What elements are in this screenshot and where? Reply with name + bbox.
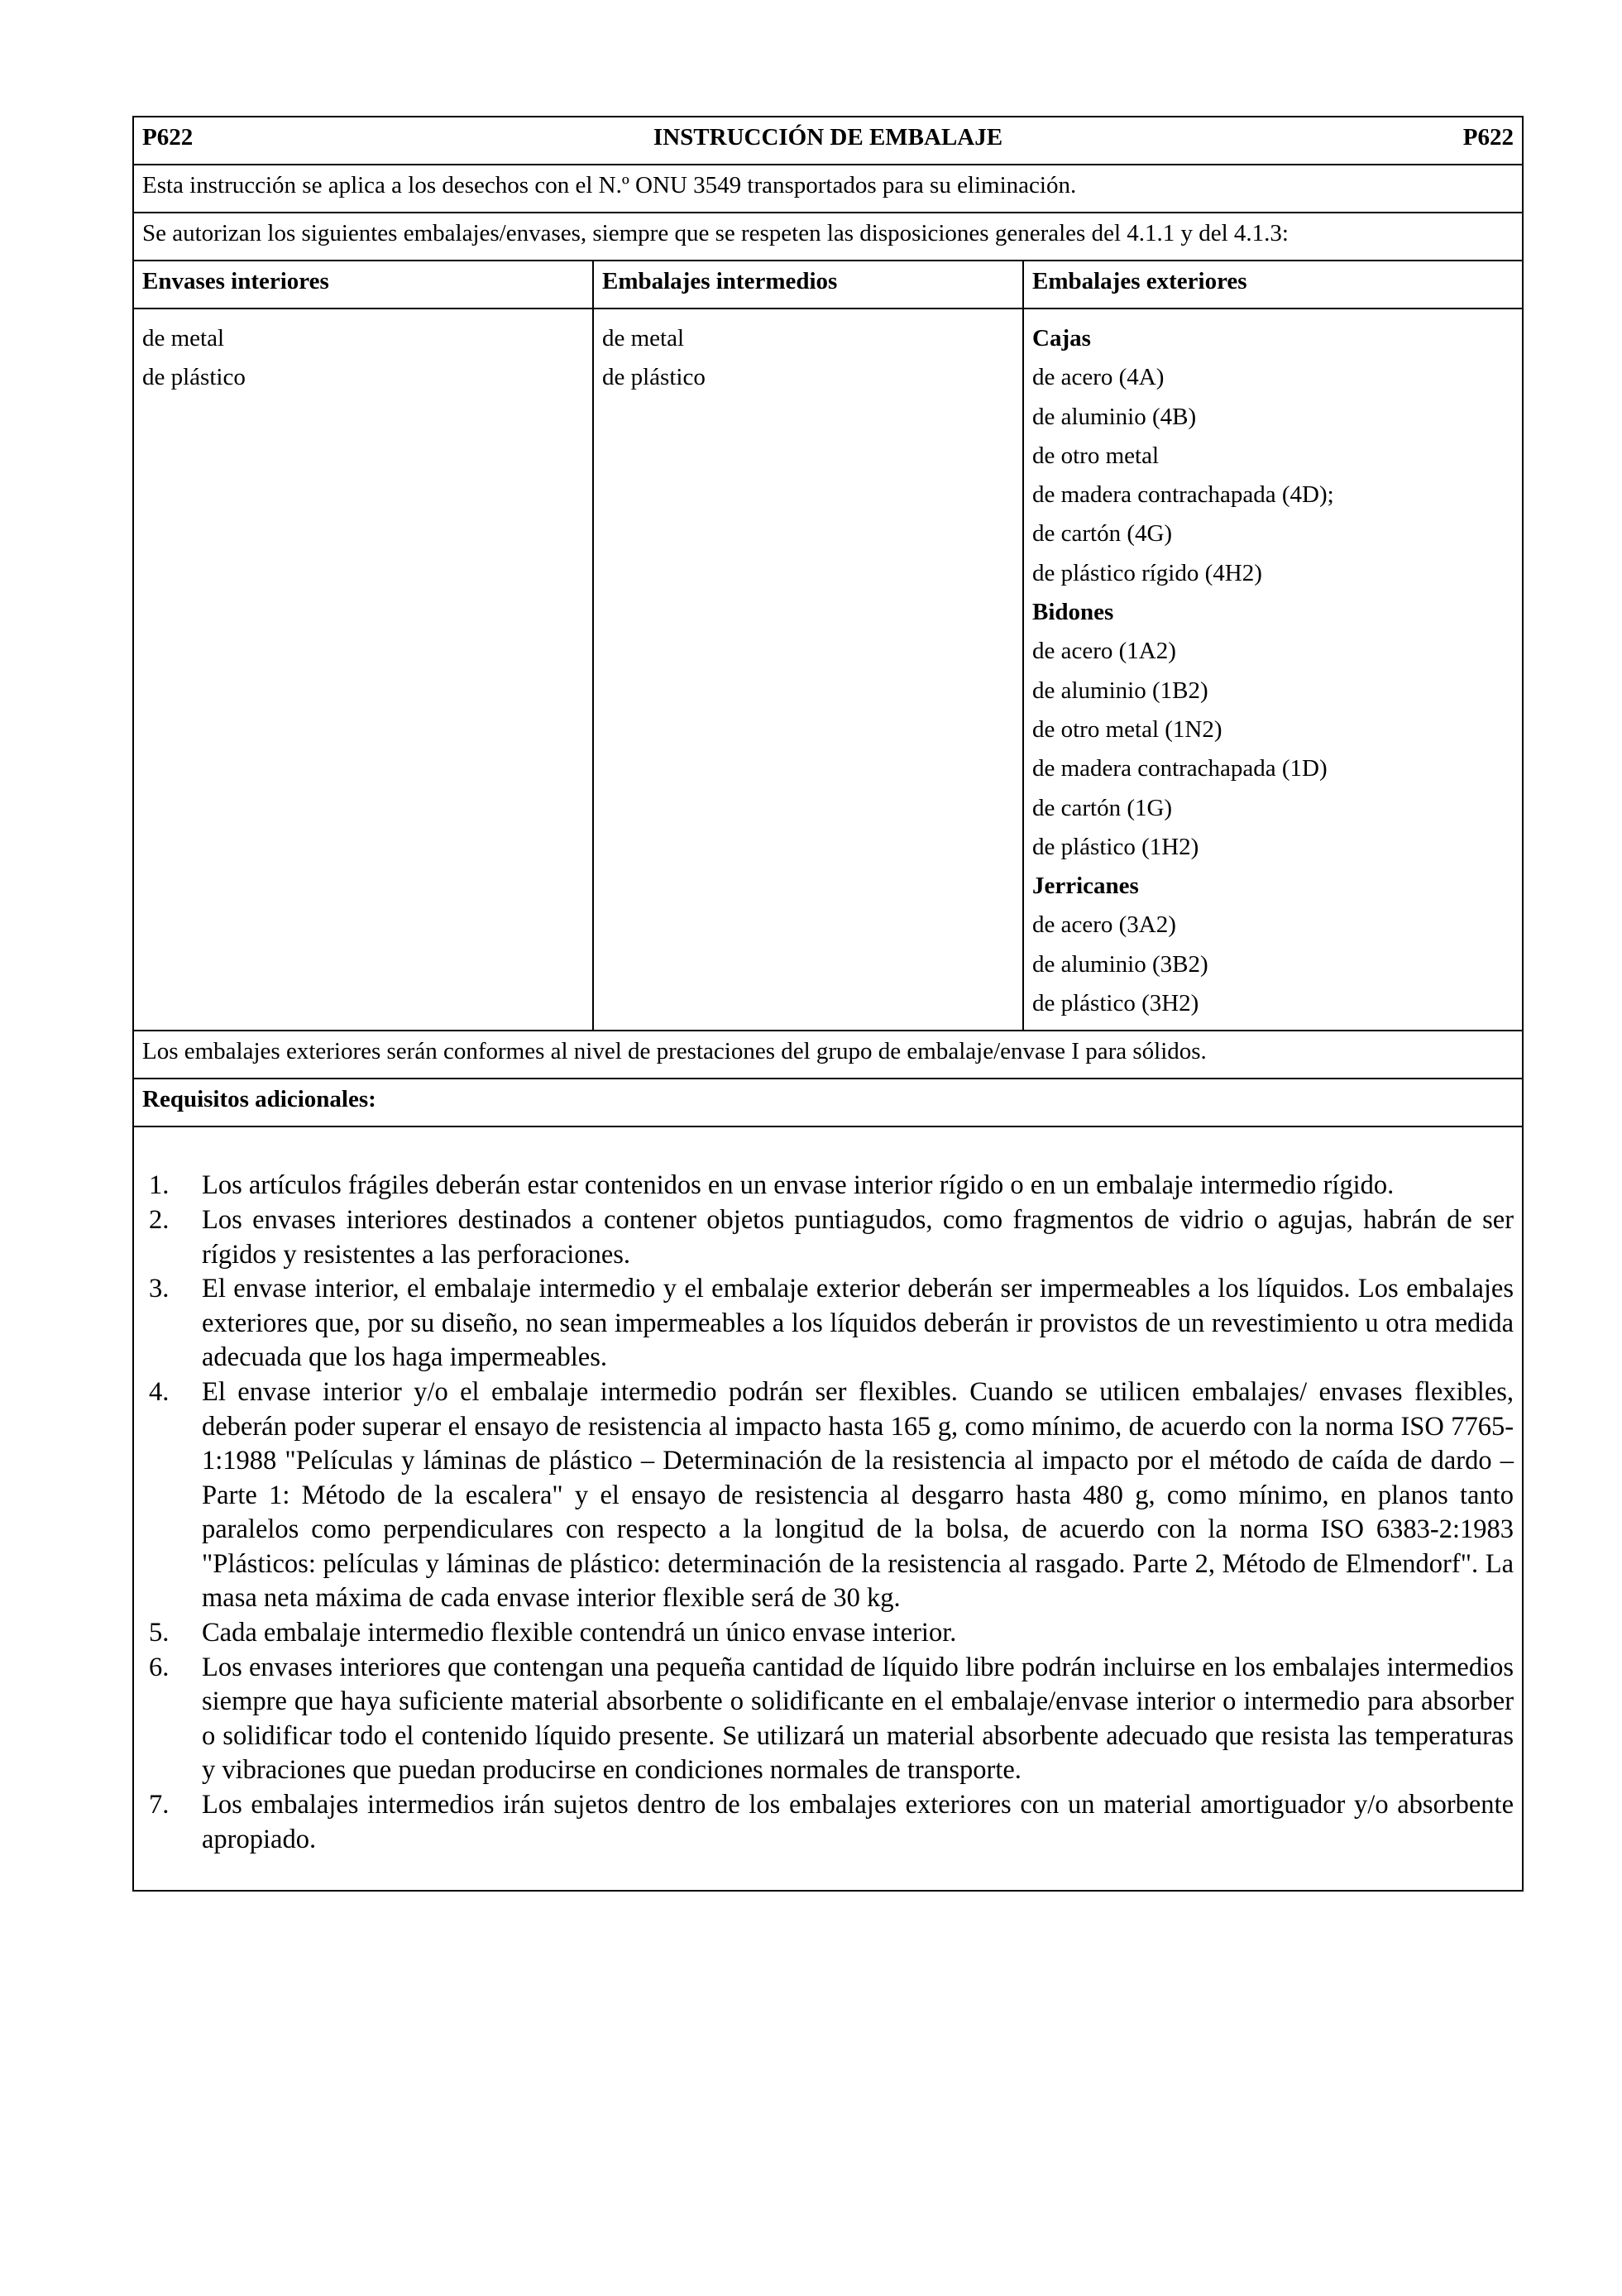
performance-note-row	[133, 1031, 1523, 1079]
scope-text: Esta instrucción se aplica a los desechos con el N.º ONU 3549 transportados para su eliminación.	[133, 165, 1523, 213]
list-item: de plástico rígido (4H2)	[1032, 559, 1262, 586]
list-item: de cartón (1G)	[1032, 794, 1173, 821]
requirement-number: 7.	[149, 1790, 170, 1820]
additional-requirements-heading: Requisitos adicionales:	[133, 1079, 1523, 1126]
requirement-number: 2.	[149, 1204, 170, 1235]
scope-row	[133, 165, 1523, 213]
requirement-item	[142, 1616, 1514, 1651]
list-item: de cartón (4G)	[1032, 520, 1173, 548]
packagings-row	[133, 309, 1523, 1031]
list-item: de metal	[142, 325, 225, 352]
requirement-text: Los embalajes intermedios irán sujetos dentro de los embalajes exteriores con un material amortiguador y/o absorbente apropiado.	[202, 1790, 1514, 1854]
intermediate-packagings-heading: Embalajes intermedios	[593, 261, 1023, 309]
list-item: de plástico (3H2)	[1032, 990, 1199, 1017]
requirement-item	[142, 1272, 1514, 1375]
list-item: de plástico (1H2)	[1032, 833, 1199, 860]
list-item: de madera contrachapada (1D)	[1032, 755, 1328, 782]
requirement-item	[142, 1788, 1514, 1857]
packing-instruction-table	[132, 116, 1524, 1892]
list-item: de madera contrachapada (4D);	[1032, 481, 1334, 509]
inner-packagings-list	[133, 309, 593, 1031]
list-item: de aluminio (4B)	[1032, 403, 1197, 430]
list-item: de aluminio (1B2)	[1032, 677, 1208, 704]
instruction-code-right: P622	[1462, 124, 1514, 151]
requirement-number: 1.	[149, 1170, 170, 1201]
list-item: de otro metal (1N2)	[1032, 715, 1222, 743]
inner-packagings-heading: Envases interiores	[133, 261, 593, 309]
list-item: de otro metal	[1032, 442, 1160, 469]
authorization-row	[133, 213, 1523, 261]
requirement-text: Los envases interiores destinados a contener objetos puntiagudos, como fragmentos de vidrio o agujas, habrán de ser rígidos y resistentes a las perforaciones.	[202, 1204, 1514, 1270]
requirement-item	[142, 1203, 1514, 1272]
requirement-number: 6.	[149, 1652, 170, 1682]
requirement-text: Los envases interiores que contengan una pequeña cantidad de líquido libre podrán incluirse en los embalajes intermedios siempre que haya suficiente material absorbente o solidificante en el embalaje/envase interior o intermedio para absorber o solidificar todo el contenido líquido presente. Se utilizará un material absorbente adecuado que resista las temperaturas y vibraciones que puedan producirse en condiciones normales de transporte.	[202, 1652, 1514, 1786]
additional-requirements-heading-row	[133, 1079, 1523, 1126]
intermediate-packagings-list	[593, 309, 1023, 1031]
list-item: de plástico	[142, 364, 246, 391]
requirement-item	[142, 1169, 1514, 1203]
group-heading-drums: Bidones	[1032, 599, 1114, 626]
group-heading-boxes: Cajas	[1032, 325, 1091, 352]
requirement-text: El envase interior, el embalaje intermedio y el embalaje exterior deberán ser impermeables a los líquidos. Los embalajes exteriores que, por su diseño, no sean impermeables a los líquidos deberán ir provistos de un revestimiento u otra medida adecuada que los haga impermeables.	[202, 1274, 1514, 1373]
column-headings-row	[133, 261, 1523, 309]
outer-packagings-heading: Embalajes exteriores	[1023, 261, 1523, 309]
authorization-text: Se autorizan los siguientes embalajes/envases, siempre que se respeten las disposiciones generales del 4.1.1 y del 4.1.3:	[133, 213, 1523, 261]
list-item: de aluminio (3B2)	[1032, 950, 1208, 978]
list-item: de acero (4A)	[1032, 364, 1165, 391]
requirement-number: 5.	[149, 1618, 170, 1648]
instruction-code-left: P622	[142, 124, 194, 151]
requirement-item	[142, 1651, 1514, 1788]
requirement-text: Los artículos frágiles deberán estar contenidos en un envase interior rígido o en un embalaje intermedio rígido.	[202, 1170, 1395, 1201]
requirement-text: Cada embalaje intermedio flexible contendrá un único envase interior.	[202, 1618, 957, 1648]
requirement-text: El envase interior y/o el embalaje intermedio podrán ser flexibles. Cuando se utilicen embalajes/ envases flexibles, deberán poder superar el ensayo de resistencia al impacto hasta 165 g, como mínimo, de acuerdo con la norma ISO 7765-1:1988 "Películas y láminas de plástico – Determinación de la resistencia al impacto por el método de caída de dardo – Parte 1: Método de la escalera" y el ensayo de resistencia al desgarro hasta 480 g, como mínimo, en planos tanto paralelos como perpendiculares con respecto a la longitud de la bolsa, de acuerdo con la norma ISO 6383-2:1983 "Plásticos: películas y láminas de plástico: determinación de la resistencia al rasgado. Parte 2, Método de Elmendorf". La masa neta máxima de cada envase interior flexible será de 30 kg.	[202, 1376, 1514, 1614]
additional-requirements-list	[142, 1169, 1514, 1857]
list-item: de plástico	[602, 364, 706, 391]
list-item: de acero (1A2)	[1032, 638, 1176, 665]
requirement-number: 3.	[149, 1274, 170, 1304]
requirement-number: 4.	[149, 1376, 170, 1407]
document-title: INSTRUCCIÓN DE EMBALAJE	[653, 124, 1003, 151]
list-item: de metal	[602, 325, 685, 352]
packing-instruction-document	[132, 116, 1522, 1892]
requirement-item	[142, 1375, 1514, 1616]
group-heading-jerricans: Jerricanes	[1032, 873, 1139, 900]
additional-requirements-row	[133, 1126, 1523, 1891]
outer-packagings-list	[1023, 309, 1523, 1031]
title-row	[133, 117, 1523, 165]
list-item: de acero (3A2)	[1032, 911, 1176, 939]
performance-note: Los embalajes exteriores serán conformes al nivel de prestaciones del grupo de embalaje/envase I para sólidos.	[133, 1031, 1523, 1079]
